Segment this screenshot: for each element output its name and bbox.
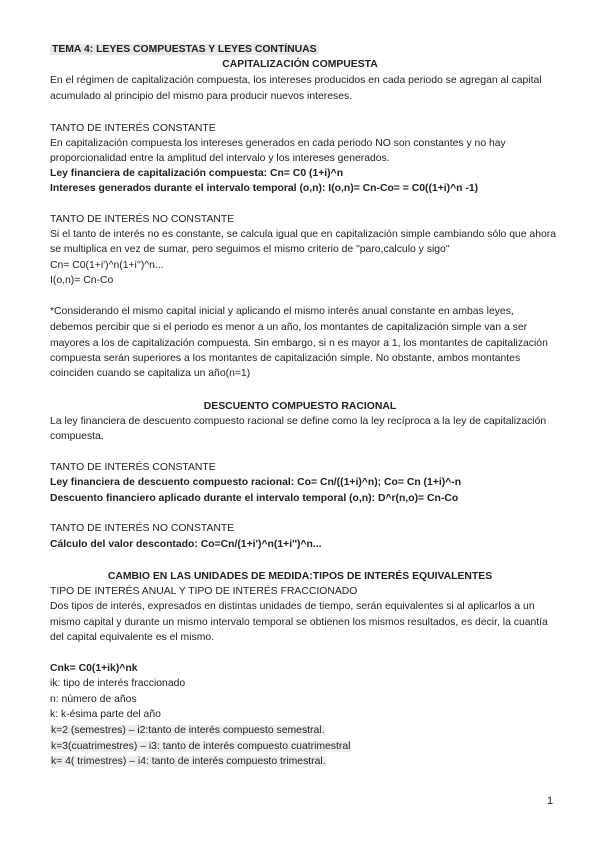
section-heading-capitalizacion: CAPITALIZACIÓN COMPUESTA [222, 59, 378, 70]
note-line: *Considerando el mismo capital inicial y aplicando el mismo interés anual constante en ambas leyes, [50, 306, 514, 317]
note-line: compuesta serán superiores a los montantes de capitalización simple. No obstante, ambos montantes [50, 353, 521, 364]
formula-valor-descontado: Cálculo del valor descontado: Co=Cn/(1+i')^n(1+i'')^n... [50, 539, 322, 550]
note-line: debemos percibir que si el periodo es menor a un año, los montantes de capitalización simple van a ser [50, 322, 528, 333]
formula-ley-capitalizacion: Ley financiera de capitalización compuesta: Cn= C0 (1+i)^n [50, 168, 344, 179]
paragraph-line: acumulado al principio del mismo para producir nuevos intereses. [50, 91, 353, 102]
paragraph-line: compuesta. [50, 431, 104, 442]
formula-line: I(o,n)= Cn-Co [50, 275, 114, 286]
case-line: k=2 (semestres) – i2:tanto de interés compuesto semestral. [51, 725, 325, 736]
paragraph-line: del capital equivalente es el mismo. [50, 632, 215, 643]
paragraph-line: Dos tipos de interés, expresados en distintas unidades de tiempo, serán equivalentes si al aplicarlos a un [50, 601, 535, 612]
case-line: k=3(cuatrimestres) – i3: tanto de interés compuesto cuatrimestral [51, 741, 351, 752]
document-title: TEMA 4: LEYES COMPUESTAS Y LEYES CONTÍNUAS [52, 44, 317, 55]
paragraph-line: proporcionalidad entre la amplitud del intervalo y los intereses generados. [50, 153, 390, 164]
section-heading-cambio: CAMBIO EN LAS UNIDADES DE MEDIDA:TIPOS DE INTERÉS EQUIVALENTES [107, 571, 493, 582]
page-number: 1 [547, 795, 554, 807]
definition-line: k: k-ésima parte del año [50, 709, 161, 720]
paragraph-line: mismo capital y durante un mismo intervalo temporal se obtienen los mismos resultados, es decir, la cuantía [50, 617, 548, 628]
formula-equivalente: Cnk= C0(1+ik)^nk [50, 663, 138, 674]
subsection-heading: TANTO DE INTERÉS CONSTANTE [50, 123, 216, 134]
formula-intereses: Intereses generados durante el intervalo temporal (o,n): I(o,n)= Cn-Co= = C0((1+i)^n -1) [50, 183, 479, 194]
definition-line: ik: tipo de interés fraccionado [50, 678, 186, 689]
paragraph-line: Si el tanto de interés no es constante, se calcula igual que en capitalización simple cambiando sólo que ahora [50, 229, 556, 240]
paragraph-line: La ley financiera de descuento compuesto racional se define como la ley recíproca a la ley de capitalización [50, 416, 547, 427]
subsection-heading: TANTO DE INTERÉS NO CONSTANTE [50, 523, 235, 534]
paragraph-line: se multiplica en vez de sumar, pero seguimos el mismo criterio de "paro,calculo y sigo" [50, 244, 450, 255]
note-line: coinciden cuando se capitaliza un año(n=1) [50, 368, 251, 379]
case-line: k= 4( trimestres) – i4: tanto de interés compuesto trimestral. [51, 756, 326, 767]
subsection-heading: TANTO DE INTERÉS NO CONSTANTE [50, 214, 235, 225]
paragraph-line: En el régimen de capitalización compuesta, los intereses producidos en cada periodo se agregan al capital [50, 75, 542, 86]
formula-descuento: Descuento financiero aplicado durante el intervalo temporal (o,n): D^r(n,o)= Cn-Co [50, 493, 459, 504]
formula-ley-descuento: Ley financiera de descuento compuesto racional: Co= Cn/((1+i)^n); Co= Cn (1+i)^-n [50, 477, 462, 488]
subsection-heading: TIPO DE INTERÉS ANUAL Y TIPO DE INTERÉS FRACCIONADO [50, 586, 358, 597]
section-heading-descuento: DESCUENTO COMPUESTO RACIONAL [203, 401, 397, 412]
paragraph-line: En capitalización compuesta los intereses generados en cada periodo NO son constantes y no hay [50, 138, 506, 149]
note-line: mayores a los de capitalización compuesta. Sin embargo, si n es mayor a 1, los montantes de capitalización [50, 338, 548, 349]
formula-line: Cn= C0(1+i')^n(1+i'')^n... [50, 260, 164, 271]
subsection-heading: TANTO DE INTERÉS CONSTANTE [50, 462, 216, 473]
definition-line: n: número de años [50, 694, 137, 705]
